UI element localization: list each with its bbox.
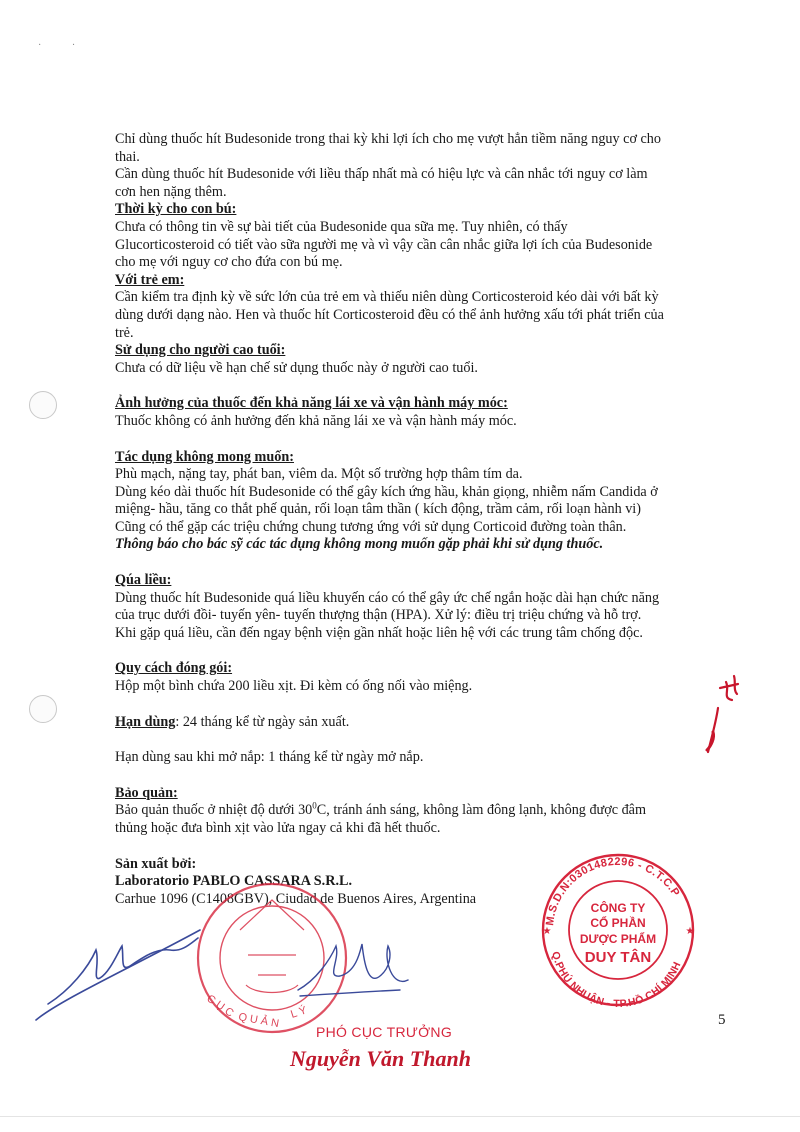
degree-superscript: 0: [312, 800, 317, 811]
text-line: Khi gặp quá liều, cần đến ngay bệnh viện gần nhất hoặc liên hệ với các trung tâm chống độc.: [115, 624, 643, 641]
heading-packaging: Quy cách đóng gói:: [115, 660, 233, 677]
svg-text:★: ★: [542, 926, 552, 937]
heading-side-effects: Tác dụng không mong muốn:: [115, 448, 294, 465]
stamp-line-4: DUY TÂN: [584, 949, 652, 966]
text-line: Cần kiểm tra định kỳ về sức lớn của trẻ em và thiếu niên dùng Corticosteroid kéo dài với bất kỳ: [115, 289, 659, 306]
margin-initials: [707, 676, 738, 752]
manufacturer-address: Carhue 1096 (C1408GBV), Ciudad de Buenos Aires, Argentina: [115, 890, 477, 907]
stamp-line-1: CÔNG TY: [590, 901, 646, 915]
authority-stamp-ring-text: [204, 993, 309, 1030]
storage-text-b: C, tránh ánh sáng, không làm đông lạnh, không được đâm: [316, 802, 647, 819]
svg-text:C Ụ C: C Ụ C: [204, 992, 236, 1020]
svg-text:Q.PHÚ NHUẬN - TP.HỒ CHÍ MINH: Q.PHÚ NHUẬN - TP.HỒ CHÍ MINH: [549, 950, 684, 1011]
scan-specks: · ·: [38, 40, 90, 51]
svg-text:★: ★: [685, 926, 695, 937]
text-line: thủng hoặc đưa bình xịt vào lửa ngay cả khi đã hết thuốc.: [115, 820, 441, 836]
heading-driving: Ảnh hưởng của thuốc đến khả năng lái xe và vận hành máy móc:: [115, 395, 508, 412]
storage-text-a: Bảo quản thuốc ở nhiệt độ dưới 30: [115, 802, 313, 819]
svg-text:L Ý: L Ý: [289, 1004, 309, 1021]
side-effects-notice: Thông báo cho bác sỹ các tác dụng không mong muốn gặp phải khi sử dụng thuốc.: [115, 536, 604, 553]
text-line: miệng- hầu, tăng co thắt phế quản, rối loạn tâm thần ( kích động, trầm cảm, rối loạn hành vi): [115, 501, 641, 518]
heading-overdose: Qúa liều:: [115, 572, 172, 589]
page-edge: [0, 1116, 800, 1117]
text-line: Hộp một bình chứa 200 liều xịt. Đi kèm có ống nối vào miệng.: [115, 678, 473, 695]
text-line: Thuốc không có ảnh hưởng đến khả năng lái xe và vận hành máy móc.: [115, 412, 517, 429]
signature-left: [36, 930, 200, 1020]
text-line: Chỉ dùng thuốc hít Budesonide trong thai kỳ khi lợi ích cho mẹ vượt hẳn tiềm năng nguy cơ cho: [115, 131, 661, 147]
text-line: trẻ.: [115, 324, 134, 341]
page-number: 5: [718, 1012, 726, 1028]
svg-text:Q U Ả N: Q U Ả N: [237, 1011, 280, 1031]
text-line: dùng dưới dạng nào. Hen và thuốc hít Corticosteroid đều có thể ảnh hưởng xấu tới phát triển của: [115, 306, 664, 323]
heading-children: Với trẻ em:: [115, 271, 185, 288]
text-line: Phù mạch, nặng tay, phát ban, viêm da. Một số trường hợp thâm tím da.: [115, 466, 523, 483]
text-line: thai.: [115, 148, 140, 165]
heading-manufacturer: Sản xuất bởi:: [115, 855, 197, 872]
heading-shelf-life: Hạn dùng: [115, 713, 176, 730]
text-line: cơn hen nặng thêm.: [115, 183, 227, 200]
heading-storage: Bảo quản:: [115, 784, 178, 801]
text-line: Dùng kéo dài thuốc hít Budesonide có thể gây kích ứng hầu, khản giọng, nhiễm nấm Candida ở: [115, 483, 658, 500]
text-line: Chưa có dữ liệu về hạn chế sử dụng thuốc này ở người cao tuổi.: [115, 359, 478, 376]
svg-text:M.S.D.N:0301482296 - C.T.C.P: M.S.D.N:0301482296 - C.T.C.P: [544, 855, 682, 927]
stamp-line-3: DƯỢC PHẨM: [579, 932, 657, 946]
deputy-director-title: PHÓ CỤC TRƯỞNG: [316, 1024, 453, 1040]
stamp-line-2: CỔ PHẦN: [590, 916, 646, 930]
shelf-life-text: : 24 tháng kể từ ngày sản xuất.: [175, 713, 350, 730]
text-line: Chưa có thông tin về sự bài tiết của Budesonide qua sữa mẹ. Tuy nhiên, có thấy: [115, 218, 568, 235]
text-line: cho mẹ với nguy cơ cho đứa con bú mẹ.: [115, 254, 343, 271]
text-line: Dùng thuốc hít Budesonide quá liều khuyến cáo có thể gây ức chế ngắn hoặc dài hạn chức năng: [115, 589, 660, 606]
heading-breastfeeding: Thời kỳ cho con bú:: [115, 201, 237, 218]
heading-elderly: Sử dụng cho người cao tuổi:: [115, 342, 286, 359]
text-line: Cần dùng thuốc hít Budesonide với liều thấp nhất mà có hiệu lực và cân nhắc tới nguy cơ làm: [115, 166, 648, 183]
text-line: Hạn dùng sau khi mở nắp: 1 tháng kể từ ngày mở nắp.: [115, 749, 424, 766]
text-line: của trục dưới đồi- tuyến yên- tuyến thượng thận (HPA). Xử lý: điều trị triệu chứng và hỗ trợ.: [115, 607, 642, 624]
text-line: Glucorticosteroid có tiết vào sữa người mẹ và vì vậy cần cân nhắc giữa lợi ích của Budesonide: [115, 236, 653, 253]
manufacturer-name: Laboratorio PABLO CASSARA S.R.L.: [115, 873, 353, 890]
signer-name: Nguyễn Văn Thanh: [290, 1046, 471, 1071]
text-line: Cũng có thể gặp các triệu chứng chung tương ứng với sử dụng Corticoid đường toàn thân.: [115, 518, 627, 535]
